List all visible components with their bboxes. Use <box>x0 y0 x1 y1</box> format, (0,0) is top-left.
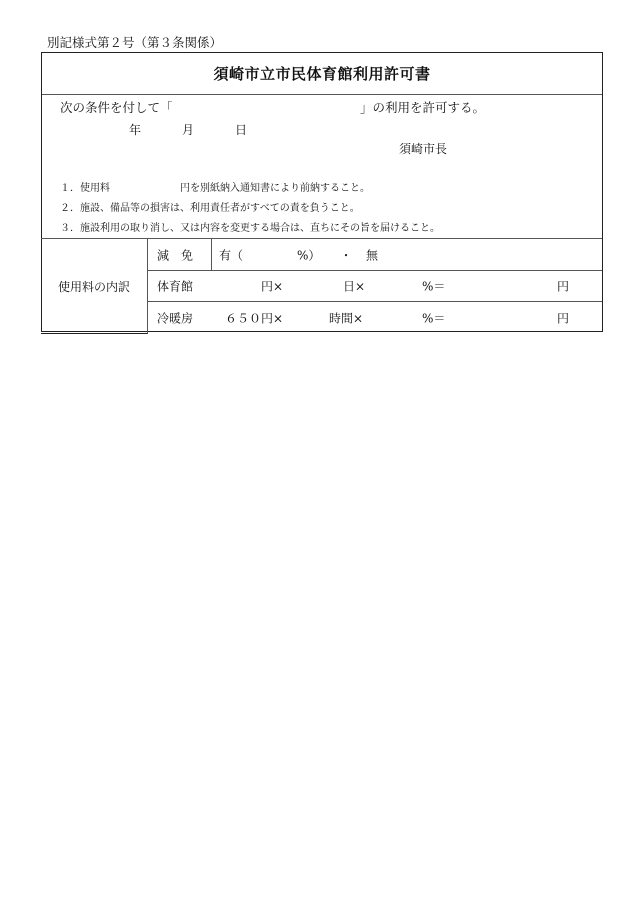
heating-rate: ６５０円× <box>225 311 284 325</box>
exemption-dot: ・ <box>340 248 353 262</box>
condition-2: ２．施設、備品等の損害は、利用責任者がすべての責を負うこと。 <box>60 203 360 214</box>
heating-percent-equals: %＝ <box>422 311 446 325</box>
fee-breakdown-label: 使用料の内訳 <box>41 239 148 334</box>
exemption-no: 無 <box>366 248 379 262</box>
exemption-label: 減 免 <box>157 248 194 262</box>
gym-label: 体育館 <box>157 279 194 293</box>
form-title: 須崎市立市民体育館利用許可書 <box>42 53 602 95</box>
row-divider <box>211 239 212 270</box>
gym-yen: 円 <box>557 279 570 293</box>
date-month: 月 <box>182 123 195 137</box>
date-year: 年 <box>129 123 142 137</box>
heating-label: 冷暖房 <box>157 311 194 325</box>
condition-1: １．使用料 円を別紙納入通知書により前納すること。 <box>60 183 370 194</box>
permit-form <box>41 52 603 332</box>
issuer: 須崎市長 <box>398 142 447 156</box>
heating-yen: 円 <box>557 311 570 325</box>
gym-day-times: 日× <box>343 279 366 293</box>
condition-3: ３．施設利用の取り消し、又は内容を変更する場合は、直ちにその旨を届けること。 <box>60 223 440 234</box>
heating-hour-times: 時間× <box>329 311 364 325</box>
date-day: 日 <box>235 123 248 137</box>
gym-row <box>148 270 602 302</box>
gym-percent-equals: %＝ <box>422 279 446 293</box>
exemption-percent: %） <box>297 248 321 262</box>
fee-breakdown-table <box>41 238 602 334</box>
permit-statement: 次の条件を付して「 」の利用を許可する。 <box>60 100 486 115</box>
form-reference: 別記様式第２号（第３条関係） <box>47 35 223 50</box>
gym-yen-times: 円× <box>261 279 284 293</box>
exemption-row <box>148 239 602 271</box>
heating-row <box>148 301 602 334</box>
exemption-yes: 有（ <box>219 248 244 262</box>
